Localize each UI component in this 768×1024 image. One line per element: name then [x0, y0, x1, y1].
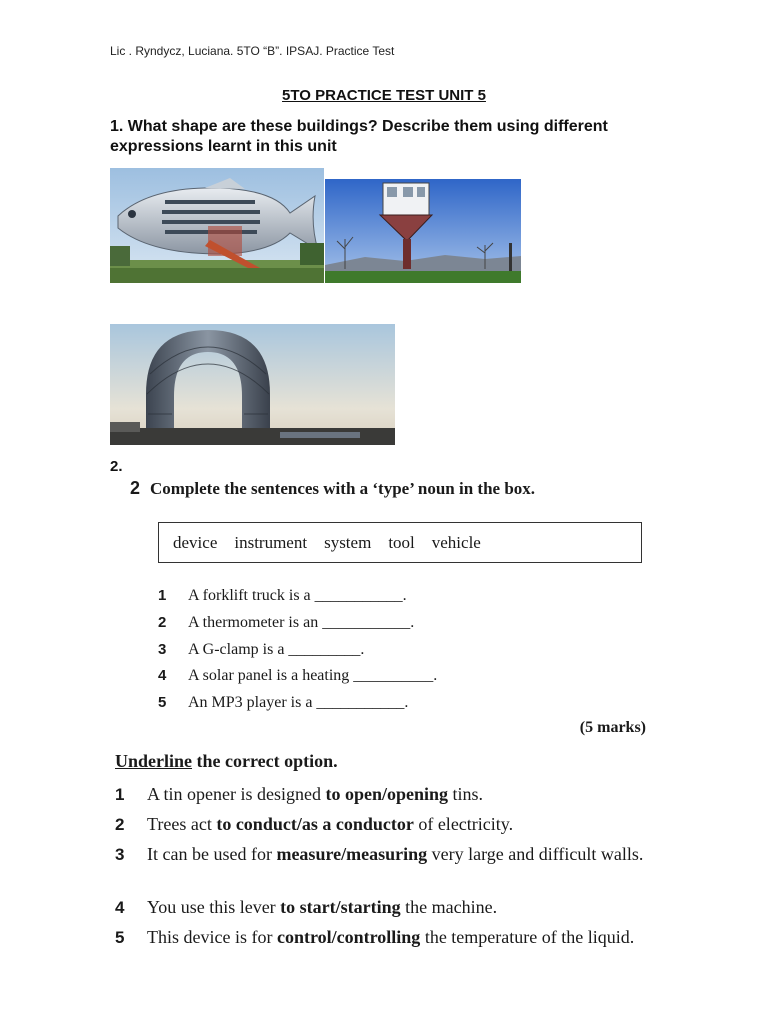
option-choice: to conduct/as a conductor — [216, 814, 414, 834]
sentence-item: 3 A G-clamp is a _________. — [158, 641, 365, 658]
sentence-text: A thermometer is an ___________. — [188, 614, 415, 631]
question-2-number: 2. — [110, 458, 123, 475]
word-box-word: instrument — [234, 532, 308, 552]
ring-building-photo — [110, 324, 395, 445]
option-choice: measure/measuring — [276, 844, 428, 864]
marks-label: (5 marks) — [579, 719, 646, 736]
fish-building-photo — [110, 168, 324, 283]
sentence-item: 1 A forklift truck is a ___________. — [158, 587, 407, 604]
sentence-text: A solar panel is a heating __________. — [188, 667, 438, 684]
sentence-item: 5 An MP3 player is a ___________. — [158, 694, 409, 711]
word-box-word: tool — [388, 532, 415, 552]
sentence-text: An MP3 player is a ___________. — [188, 694, 409, 711]
option-item: 1 A tin opener is designed to open/opening tins. — [115, 784, 484, 804]
exercise-2-heading — [130, 478, 535, 499]
sentence-text: A forklift truck is a ___________. — [188, 587, 407, 604]
exercise-2-instruction: Complete the sentences with a ‘type’ noun in the box. — [150, 479, 536, 498]
option-choice: to open/opening — [325, 784, 449, 804]
option-choice: to start/starting — [280, 897, 401, 917]
word-box — [158, 522, 642, 563]
sentence-item: 2 A thermometer is an ___________. — [158, 614, 415, 631]
option-choice: control/controlling — [276, 927, 421, 947]
option-item: 5 This device is for control/controlling the temperature of the liquid. — [115, 927, 635, 947]
option-item: 3 It can be used for measure/measuring very large and difficult walls. — [115, 844, 644, 864]
exercise-2-number: 2 — [130, 478, 141, 498]
word-box-word: system — [324, 532, 372, 552]
exercise-3-heading: Underline the correct option. — [115, 751, 338, 771]
word-box-word: vehicle — [431, 532, 481, 552]
sentence-text: A G-clamp is a _________. — [188, 641, 365, 658]
sentence-item: 4 A solar panel is a heating __________. — [158, 667, 438, 684]
page-title: 5TO PRACTICE TEST UNIT 5 — [282, 87, 486, 104]
question-1: 1. What shape are these buildings? Describe them using different expressions learnt in this unit — [110, 118, 608, 155]
word-box-word: device — [173, 532, 218, 552]
upside-down-house-photo — [325, 179, 521, 283]
option-item: 4 You use this lever to start/starting the machine. — [115, 897, 498, 917]
page-header: Lic . Ryndycz, Luciana. 5TO “B”. IPSAJ. Practice Test — [110, 44, 395, 58]
option-item: 2 Trees act to conduct/as a conductor of electricity. — [115, 814, 514, 834]
